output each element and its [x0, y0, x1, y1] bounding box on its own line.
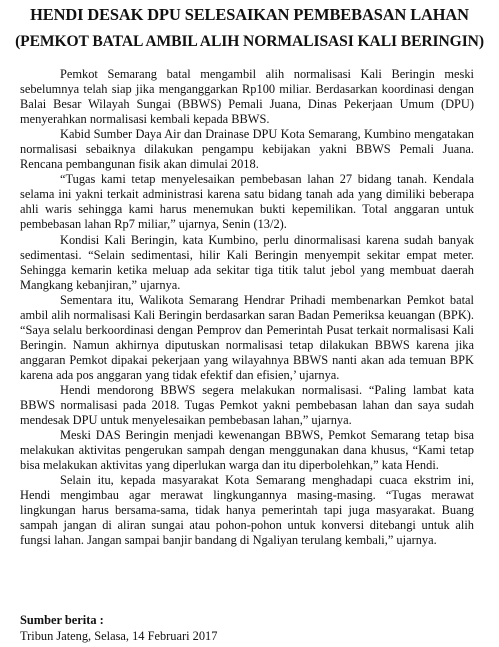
source-label: Sumber berita :: [20, 613, 104, 627]
paragraph-5: Sementara itu, Walikota Semarang Hendrar Prihadi membenarkan Pemkot batal ambil alih normalisasi Kali Beringin berdasarkan saran Badan Pemeriksa keuangan (BPK). “Saya selalu berkoordinasi dengan Pemprov dan Pemerintah Pusat terkait normalisasi Kali Beringin. Namun akhirnya diputuskan normalisasi tetap dilakukan BBWS karena jika anggaran Pemkot dipakai pekerjaan yang wilayahnya BBWS nanti akan ada temuan BPK karena ada pos anggaran yang tidak efektif dan efisien,’ ujarnya.: [20, 292, 474, 382]
paragraph-2: Kabid Sumber Daya Air dan Drainase DPU Kota Semarang, Kumbino mengatakan normalisasi sebaiknya dilakukan pengampu kebijakan yakni BBWS Pemali Juana. Rencana pembangunan fisik akan dimulai 2018.: [20, 127, 474, 172]
paragraph-8: Selain itu, kepada masyarakat Kota Semarang menghadapi cuaca ekstrim ini, Hendi mengimbau agar merawat lingkungannya masing-masing. “Tugas merawat lingkungan harus bersama-sama, tidak hanya pemerintah tapi juga masyarakat. Buang sampah jangan di aliran sungai atau pohon-pohon untuk konversi ditebangi untuk alih fungsi lahan. Jangan sampai banjir bandang di Ngaliyan terulang kembali,” ujarnya.: [20, 473, 474, 548]
paragraph-6: Hendi mendorong BBWS segera melakukan normalisasi. “Paling lambat kata BBWS normalisasi pada 2018. Tugas Pemkot yakni pembebasan lahan dan saya sudah mendesak DPU untuk menyelesaikan pembebasan lahan,” ujarnya.: [20, 382, 474, 428]
source-block: [20, 612, 217, 644]
paragraph-4: Kondisi Kali Beringin, kata Kumbino, perlu dinormalisasi karena sudah banyak sedimentasi. “Selain sedimentasi, hilir Kali Beringin menyempit sekitar empat meter. Sehingga kemarin ketika meluap ada sekitar tiga titik talut jebol yang membuat daerah Mangkang kebanjiran,” ujarnya.: [20, 232, 474, 292]
paragraph-3: “Tugas kami tetap menyelesaikan pembebasan lahan 27 bidang tanah. Kendala selama ini yakni terkait administrasi karena satu bidang tanah ada yang dimiliki beberapa ahli waris sehingga kami harus menemukan bukti kepemilikan. Total anggaran untuk pembebasan lahan Rp7 miliar,” ujarnya, Senin (13/2).: [20, 172, 474, 232]
article-title: HENDI DESAK DPU SELESAIKAN PEMBEBASAN LAHAN: [30, 5, 469, 24]
source-citation: Tribun Jateng, Selasa, 14 Februari 2017: [20, 629, 218, 643]
article-subtitle: (PEMKOT BATAL AMBIL ALIH NORMALISASI KALI BERINGIN): [15, 33, 484, 50]
paragraph-7: Meski DAS Beringin menjadi kewenangan BBWS, Pemkot Semarang tetap bisa melakukan aktivitas pengerukan sampah dengan menggunakan dana khusus, “Kami tetap bisa melakukan aktivitas yang diperlukan warga dan itu diperbolehkan,” kata Hendi.: [20, 428, 474, 473]
article-body: [20, 67, 474, 549]
paragraph-1: Pemkot Semarang batal mengambil alih normalisasi Kali Beringin meski sebelumnya telah siap jika menganggarkan Rp100 miliar. Berdasarkan koordinasi dengan Balai Besar Wilayah Sungai (BBWS) Pemali Juana, Dinas Pekerjaan Umum (DPU) menyerahkan normalisasi kembali kepada BBWS.: [20, 67, 474, 127]
